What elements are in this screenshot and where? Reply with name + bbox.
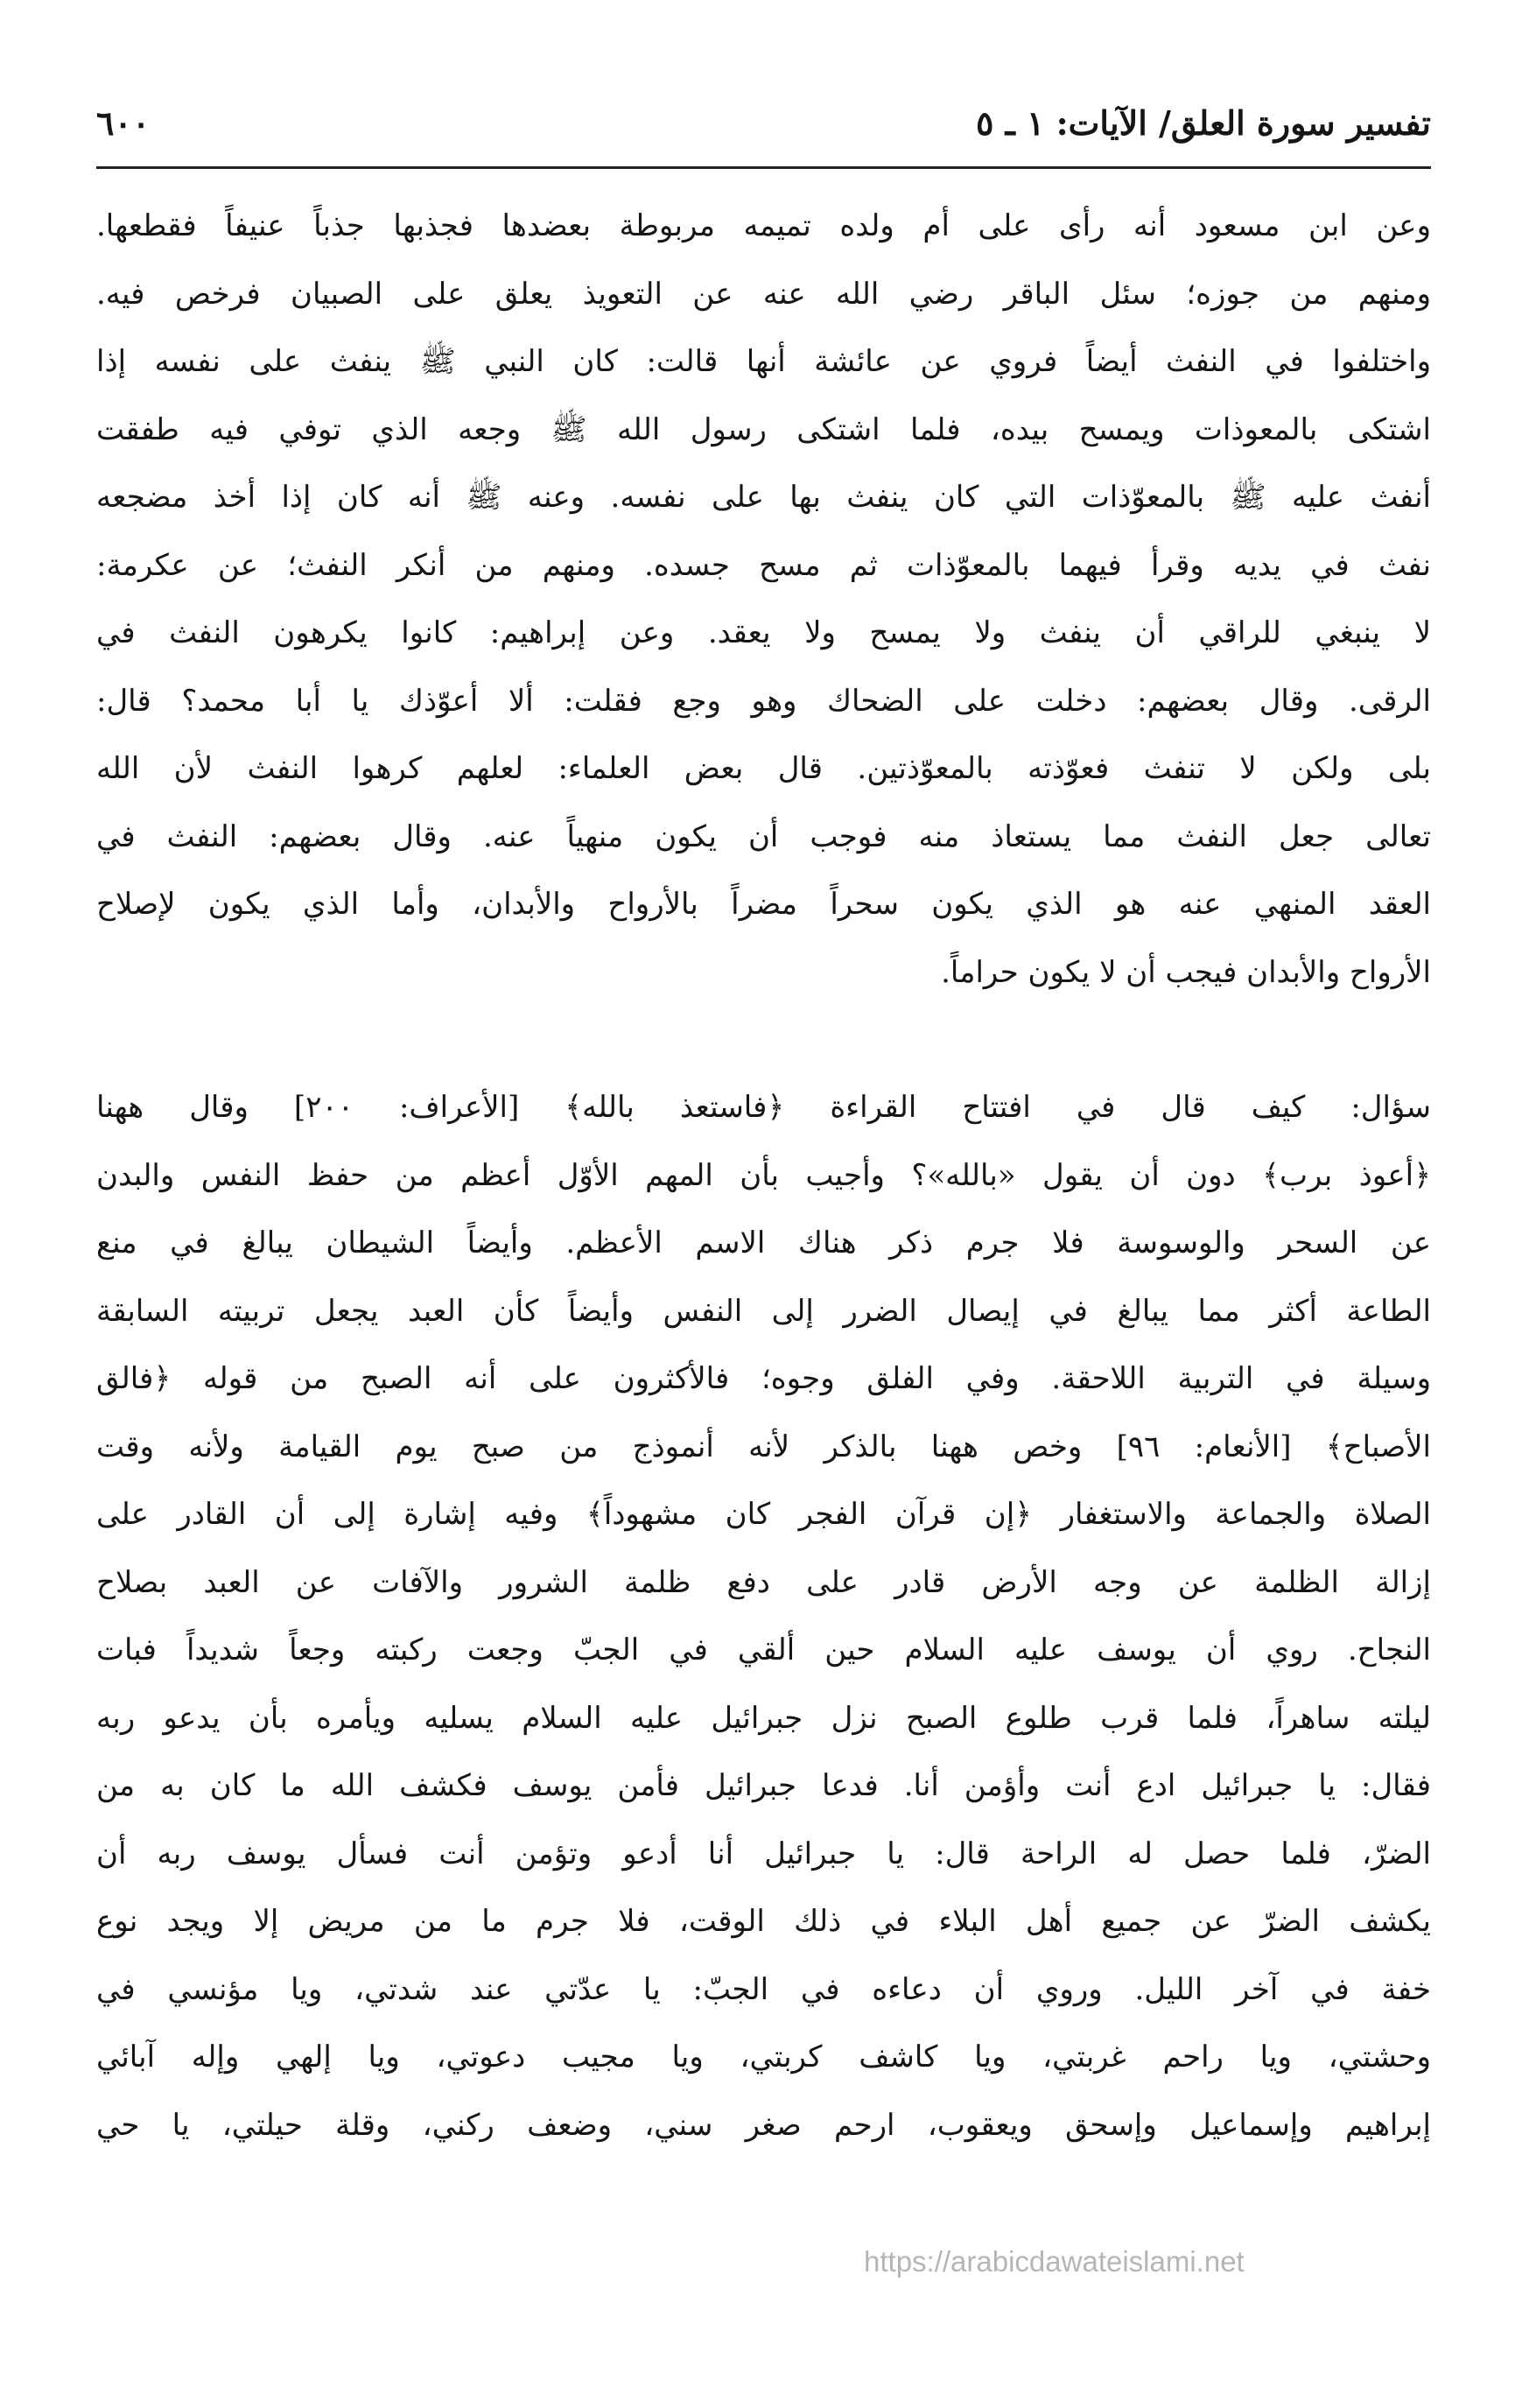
text-line: العقد المنهي عنه هو الذي يكون سحراً مضراً بالأرواح والأبدان، وأما الذي يكون لإصلاح bbox=[96, 887, 1431, 922]
page-header bbox=[96, 103, 1431, 156]
paragraph-gap bbox=[96, 1007, 1431, 1074]
paragraph-amulets-and-blowing bbox=[96, 193, 1431, 1007]
text-line: ليلته ساهراً، فلما قرب طلوع الصبح نزل جبرائيل عليه السلام يسليه ويأمره بأن يدعو ربه bbox=[96, 1700, 1431, 1736]
text-line: الطاعة أكثر مما يبالغ في إيصال الضرر إلى النفس وأيضاً كأن العبد يجعل تربيته السابقة bbox=[96, 1293, 1431, 1329]
text-line: الأصباح﴾ [الأنعام: ٩٦] وخص ههنا بالذكر لأنه أنموذج من صبح يوم القيامة ولأنه وقت bbox=[96, 1429, 1431, 1464]
text-line: ﴿أعوذ برب﴾ دون أن يقول «بالله»؟ وأجيب بأن المهم الأوّل أعظم من حفظ النفس والبدن bbox=[96, 1157, 1431, 1193]
text-line: إزالة الظلمة عن وجه الأرض قادر على دفع ظلمة الشرور والآفات عن العبد بصلاح bbox=[96, 1564, 1431, 1600]
text-line: عن السحر والوسوسة فلا جرم ذكر هناك الاسم الأعظم. وأيضاً الشيطان يبالغ في منع bbox=[96, 1225, 1431, 1260]
text-line: خفة في آخر الليل. وروي أن دعاءه في الجبّ: يا عدّتي عند شدتي، ويا مؤنسي في bbox=[96, 1971, 1431, 2007]
text-line: وحشتي، ويا راحم غربتي، ويا كاشف كربتي، ويا مجيب دعوتي، ويا إلهي وإله آبائي bbox=[96, 2039, 1431, 2075]
text-line: وسيلة في التربية اللاحقة. وفي الفلق وجوه؛ فالأكثرون على أنه الصبح من قوله ﴿فالق bbox=[96, 1361, 1431, 1396]
site-watermark: https://arabicdawateislami.net bbox=[864, 2245, 1245, 2278]
text-line: واختلفوا في النفث أيضاً فروي عن عائشة أنها قالت: كان النبي ﷺ ينفث على نفسه إذا bbox=[96, 344, 1431, 379]
text-line: الرقى. وقال بعضهم: دخلت على الضحاك وهو وجع فقلت: ألا أعوّذك يا أبا محمد؟ قال: bbox=[96, 683, 1431, 719]
text-line: النجاح. روي أن يوسف عليه السلام حين ألقي في الجبّ وجعت ركبته وجعاً شديداً فبات bbox=[96, 1632, 1431, 1667]
page-number: ٦٠٠ bbox=[96, 103, 151, 143]
text-line: نفث في يديه وقرأ فيهما بالمعوّذات ثم مسح جسده. ومنهم من أنكر النفث؛ عن عكرمة: bbox=[96, 547, 1431, 583]
text-line: فقال: يا جبرائيل ادع أنت وأؤمن أنا. فدعا جبرائيل فأمن يوسف فكشف الله ما كان به من bbox=[96, 1768, 1431, 1803]
text-line: الأرواح والأبدان فيجب أن لا يكون حراماً. bbox=[941, 954, 1431, 990]
text-line: أنفث عليه ﷺ بالمعوّذات التي كان ينفث بها على نفسه. وعنه ﷺ أنه كان إذا أخذ مضجعه bbox=[96, 480, 1431, 515]
paragraph-question-answer bbox=[96, 1074, 1431, 2159]
text-line: وعن ابن مسعود أنه رأى على أم ولده تميمه مربوطة بعضدها فجذبها جذباً عنيفاً فقطعها. bbox=[96, 208, 1431, 243]
text-line: الصلاة والجماعة والاستغفار ﴿إن قرآن الفجر كان مشهوداً﴾ وفيه إشارة إلى أن القادر على bbox=[96, 1497, 1431, 1532]
text-line: بلى ولكن لا تنفث فعوّذته بالمعوّذتين. قال بعض العلماء: لعلهم كرهوا النفث لأن الله bbox=[96, 751, 1431, 786]
text-line: سؤال: كيف قال في افتتاح القراءة ﴿فاستعذ بالله﴾ [الأعراف: ٢٠٠] وقال ههنا bbox=[96, 1090, 1431, 1125]
body-text bbox=[96, 193, 1431, 2159]
text-line: إبراهيم وإسماعيل وإسحق ويعقوب، ارحم صغر سني، وضعف ركني، وقلة حيلتي، يا حي bbox=[96, 2107, 1431, 2143]
text-line: الضرّ، فلما حصل له الراحة قال: يا جبرائيل أنا أدعو وتؤمن أنت فسأل يوسف ربه أن bbox=[96, 1836, 1431, 1871]
text-line: لا ينبغي للراقي أن ينفث ولا يمسح ولا يعقد. وعن إبراهيم: كانوا يكرهون النفث في bbox=[96, 615, 1431, 650]
text-line: اشتكى بالمعوذات ويمسح بيده، فلما اشتكى رسول الله ﷺ وجعه الذي توفي فيه طفقت bbox=[96, 411, 1431, 447]
text-line: تعالى جعل النفث مما يستعاذ منه فوجب أن يكون منهياً عنه. وقال بعضهم: النفث في bbox=[96, 818, 1431, 854]
text-line: يكشف الضرّ عن جميع أهل البلاء في ذلك الوقت، فلا جرم ما من مريض إلا ويجد نوع bbox=[96, 1904, 1431, 1939]
running-title: تفسير سورة العلق/ الآيات: ١ ـ ٥ bbox=[975, 103, 1431, 143]
text-line: ومنهم من جوزه؛ سئل الباقر رضي الله عنه عن التعويذ يعلق على الصبيان فرخص فيه. bbox=[96, 276, 1431, 312]
header-divider bbox=[96, 166, 1431, 169]
